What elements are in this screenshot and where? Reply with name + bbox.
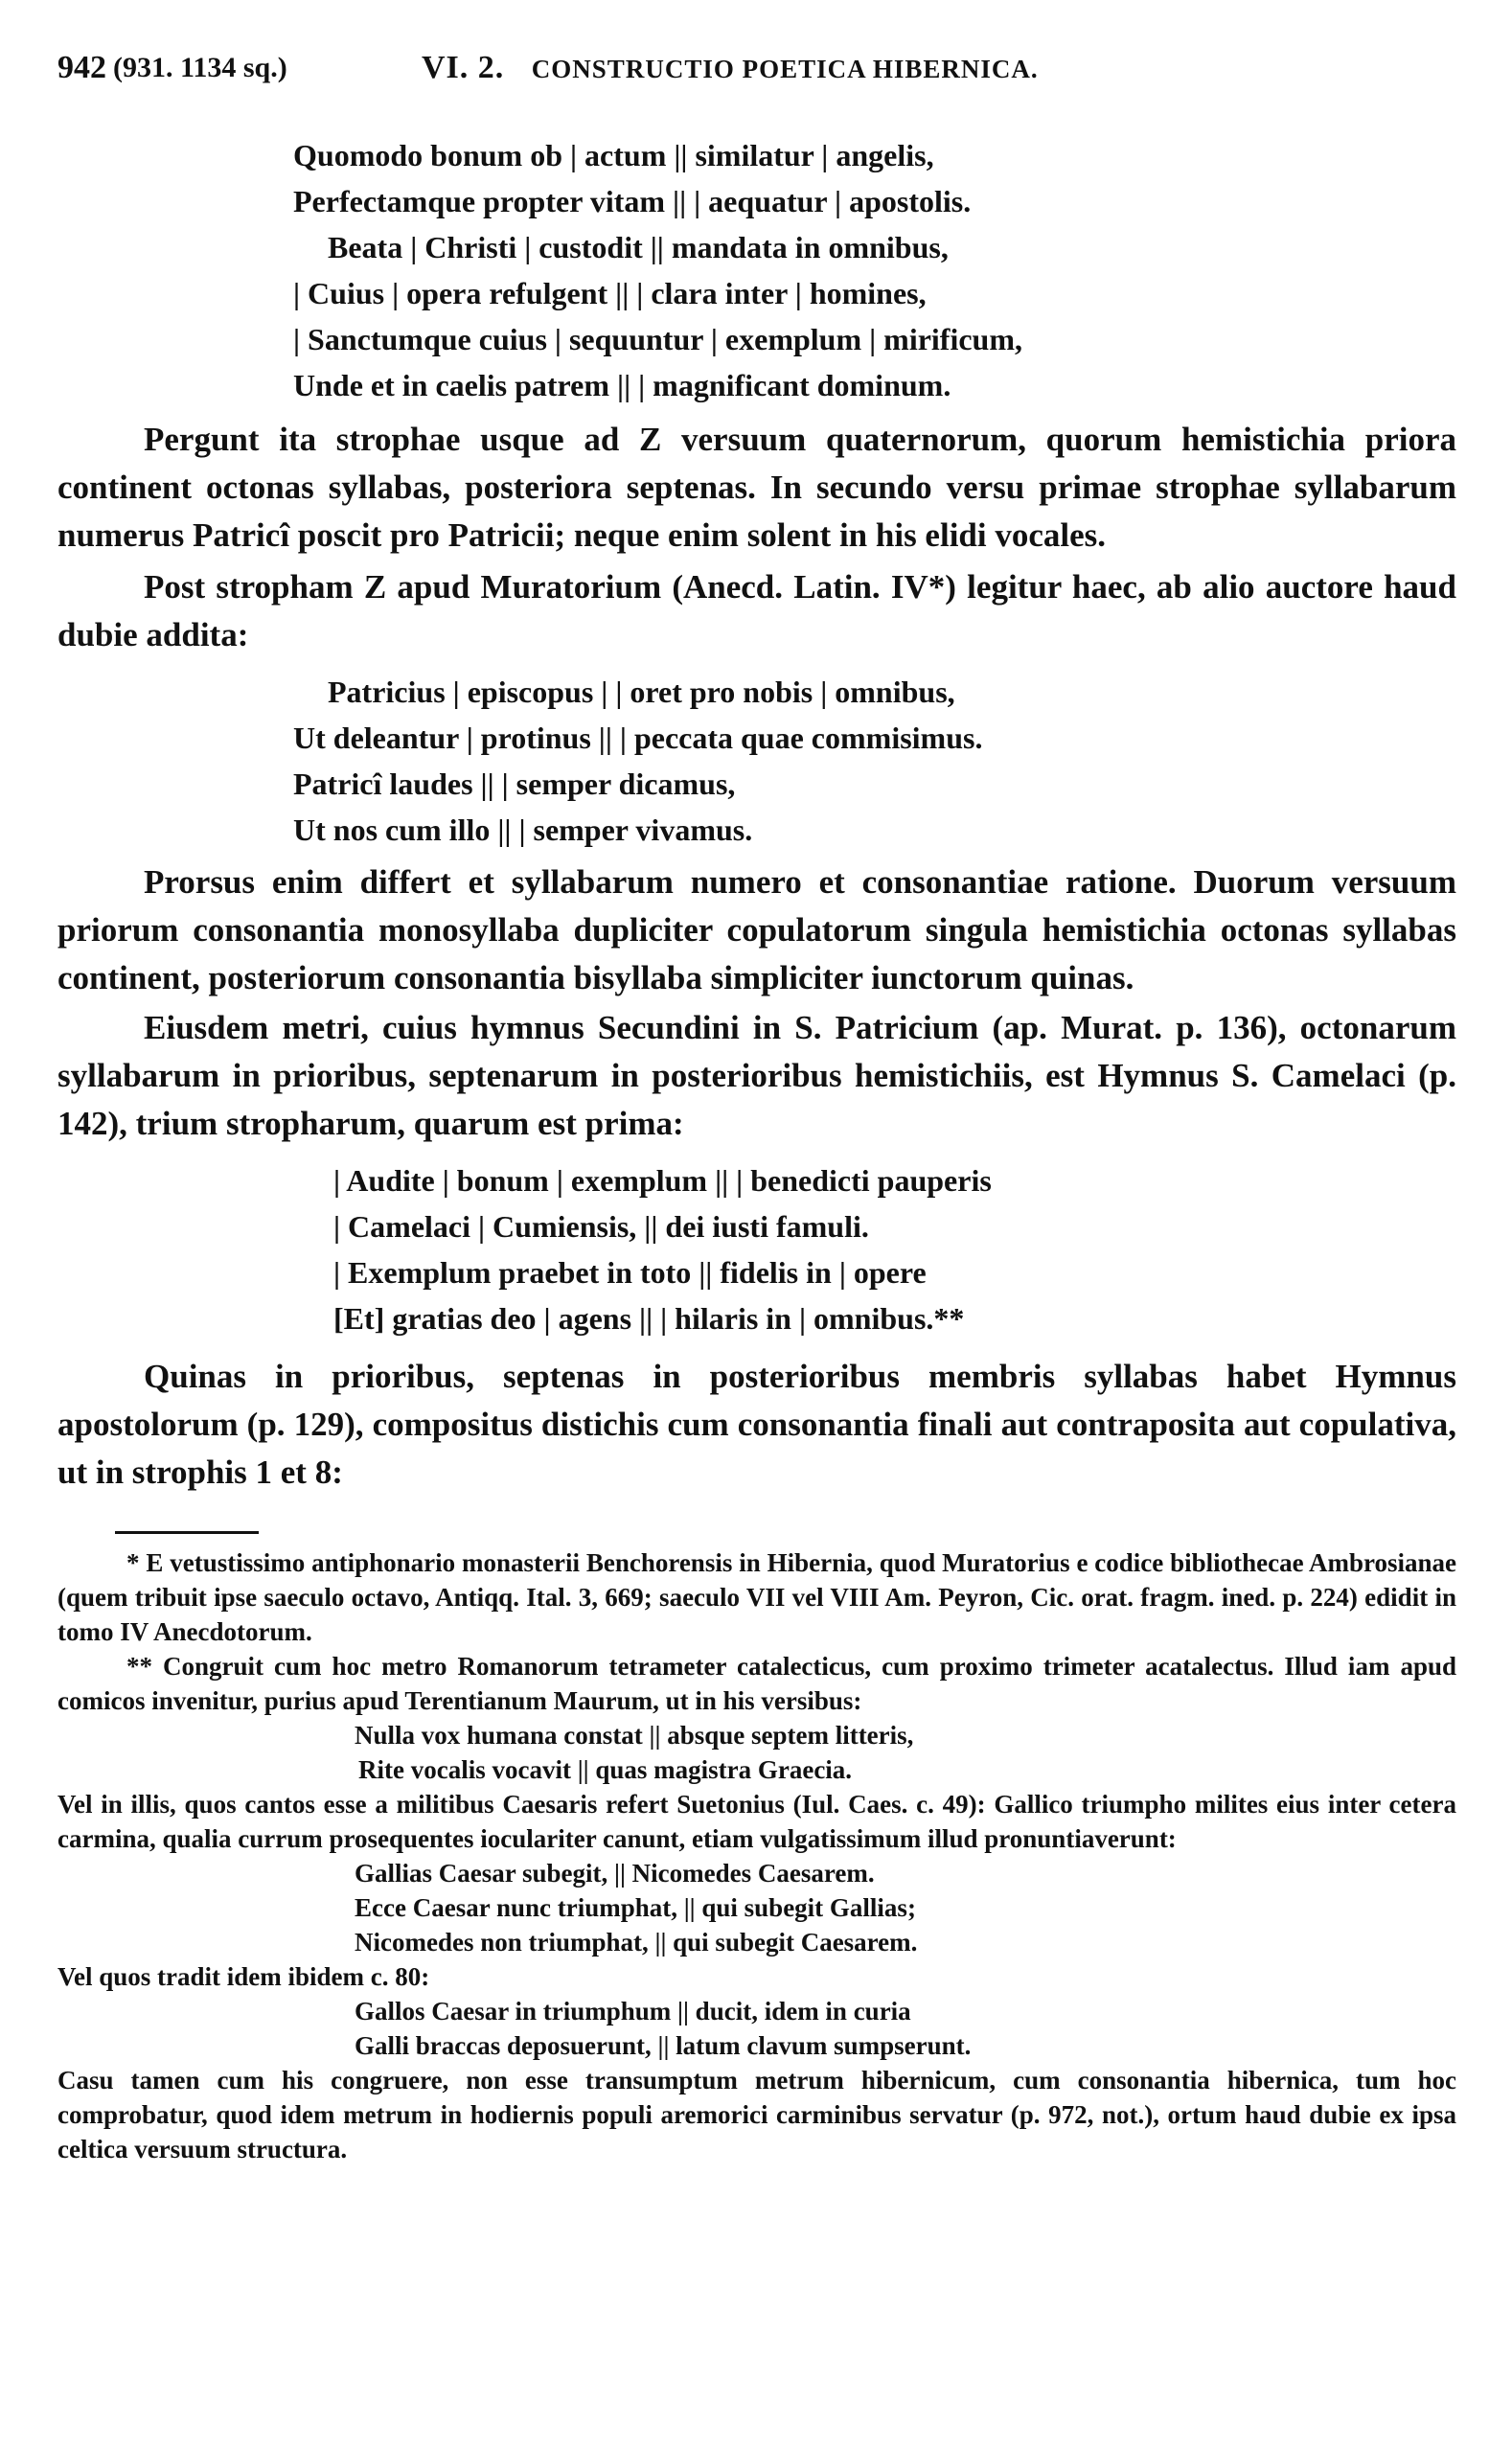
verse-line: Galli braccas deposuerunt, || latum clavum sumpserunt. [355, 2031, 972, 2060]
page-reference: (931. 1134 sq.) [113, 52, 287, 83]
footnote-3: Vel in illis, quos cantos esse a militibus Caesaris refert Suetonius (Iul. Caes. c. 49): Gallico triumpho milites eius inter cetera carmina, qualia currum prosequentes ioculariter canunt, etiam vulgatissimum illud pronuntiaverunt: [57, 1790, 1456, 1853]
footnote-verse-a [57, 1718, 1456, 1787]
paragraph-4: Eiusdem metri, cuius hymnus Secundini in S. Patricium (ap. Murat. p. 136), octonarum syllabarum in prioribus, septenarum in posterioribus hemistichiis, est Hymnus S. Camelaci (p. 142), trium stropharum, quarum est prima: [57, 1009, 1456, 1142]
verse-line: Ut nos cum illo || | semper vivamus. [293, 813, 753, 847]
chapter-number: VI. 2. [422, 50, 505, 85]
verse-line: Nicomedes non triumphat, || qui subegit Caesarem. [355, 1928, 918, 1957]
verse-line: Ut deleantur | protinus || | peccata quae commisimus. [293, 721, 983, 755]
verse-line: Patricî laudes || | semper dicamus, [293, 767, 736, 801]
page-number: 942 [57, 50, 106, 85]
running-title: CONSTRUCTIO POETICA HIBERNICA. [531, 55, 1039, 83]
verse-line: | Cuius | opera refulgent || | clara inter | homines, [293, 276, 927, 310]
paragraph-1: Pergunt ita strophae usque ad Z versuum quaternorum, quorum hemistichia priora continent octonas syllabas, posteriora septenas. In secundo versu primae strophae syllabarum numerus Patricî poscit pro Patricii; neque enim solent in his elidi vocales. [57, 421, 1456, 554]
running-head [422, 50, 1039, 86]
verse-line: Beata | Christi | custodit || mandata in omnibus, [328, 230, 949, 264]
hymn-verse-2 [57, 669, 1456, 853]
paragraph-5: Quinas in prioribus, septenas in posterioribus membris syllabas habet Hymnus apostolorum (p. 129), compositus distichis cum consonantia finali aut contraposita aut copulativa, ut in strophis 1 et 8: [57, 1358, 1456, 1491]
running-header [57, 50, 1456, 107]
verse-line: Gallos Caesar in triumphum || ducit, idem in curia [355, 1997, 911, 2026]
verse-line: | Camelaci | Cumiensis, || dei iusti famuli. [333, 1209, 869, 1244]
hymn-verse-3 [57, 1157, 1456, 1341]
footnote-2: ** Congruit cum hoc metro Romanorum tetrameter catalecticus, cum proximo trimeter acatalectus. Illud iam apud comicos invenitur, purius apud Terentianum Maurum, ut in his versibus: [57, 1652, 1456, 1715]
footnote-4: Vel quos tradit idem ibidem c. 80: [57, 1962, 430, 1991]
footnote-verse-b [57, 1856, 1456, 1959]
footnote-1: * E vetustissimo antiphonario monasterii Benchorensis in Hibernia, quod Muratorius e codice bibliothecae Ambrosianae (quem tribuit ipse saeculo octavo, Antiqq. Ital. 3, 669; saeculo VII vel VIII Am. Peyron, Cic. orat. fragm. ined. p. 224) edidit in tomo IV Anecdotorum. [57, 1548, 1456, 1646]
verse-line: | Sanctumque cuius | sequuntur | exemplum | mirificum, [293, 322, 1022, 356]
verse-line: Quomodo bonum ob | actum || similatur | angelis, [293, 138, 934, 172]
paragraph-3: Prorsus enim differt et syllabarum numero et consonantiae ratione. Duorum versuum priorum consonantia monosyllaba dupliciter copulatorum singula hemistichia octonas syllabas continent, posteriorum consonantia bisyllaba simpliciter iunctorum quinas. [57, 863, 1456, 996]
verse-line: | Exemplum praebet in toto || fidelis in | opere [333, 1255, 927, 1290]
paragraph-2: Post stropham Z apud Muratorium (Anecd. Latin. IV*) legitur haec, ab alio auctore haud dubie addita: [57, 568, 1456, 653]
page [57, 50, 1456, 2166]
verse-line: Perfectamque propter vitam || | aequatur | apostolis. [293, 184, 972, 218]
verse-line: | Audite | bonum | exemplum || | benedicti pauperis [333, 1163, 992, 1198]
hymn-verse-1 [57, 132, 1456, 408]
verse-line: Gallias Caesar subegit, || Nicomedes Caesarem. [355, 1859, 875, 1888]
footnote-verse-c [57, 1994, 1456, 2063]
verse-line: Nulla vox humana constat || absque septem litteris, [355, 1721, 914, 1750]
verse-line: Rite vocalis vocavit || quas magistra Graecia. [358, 1755, 853, 1784]
footnotes [57, 1545, 1456, 2166]
verse-line: Ecce Caesar nunc triumphat, || qui subegit Gallias; [355, 1893, 916, 1922]
verse-line: Patricius | episcopus | | oret pro nobis | omnibus, [328, 675, 955, 709]
footnote-rule [115, 1531, 259, 1534]
footnote-5: Casu tamen cum his congruere, non esse transumptum metrum hibernicum, cum consonantia hibernica, tum hoc comprobatur, quod idem metrum in hodiernis populi aremorici carminibus servatur (p. 972, not.), ortum haud dubie ex ipsa celtica versuum structura. [57, 2066, 1456, 2163]
verse-line: [Et] gratias deo | agens || | hilaris in | omnibus.** [333, 1301, 965, 1336]
verse-line: Unde et in caelis patrem || | magnificant dominum. [293, 368, 951, 402]
